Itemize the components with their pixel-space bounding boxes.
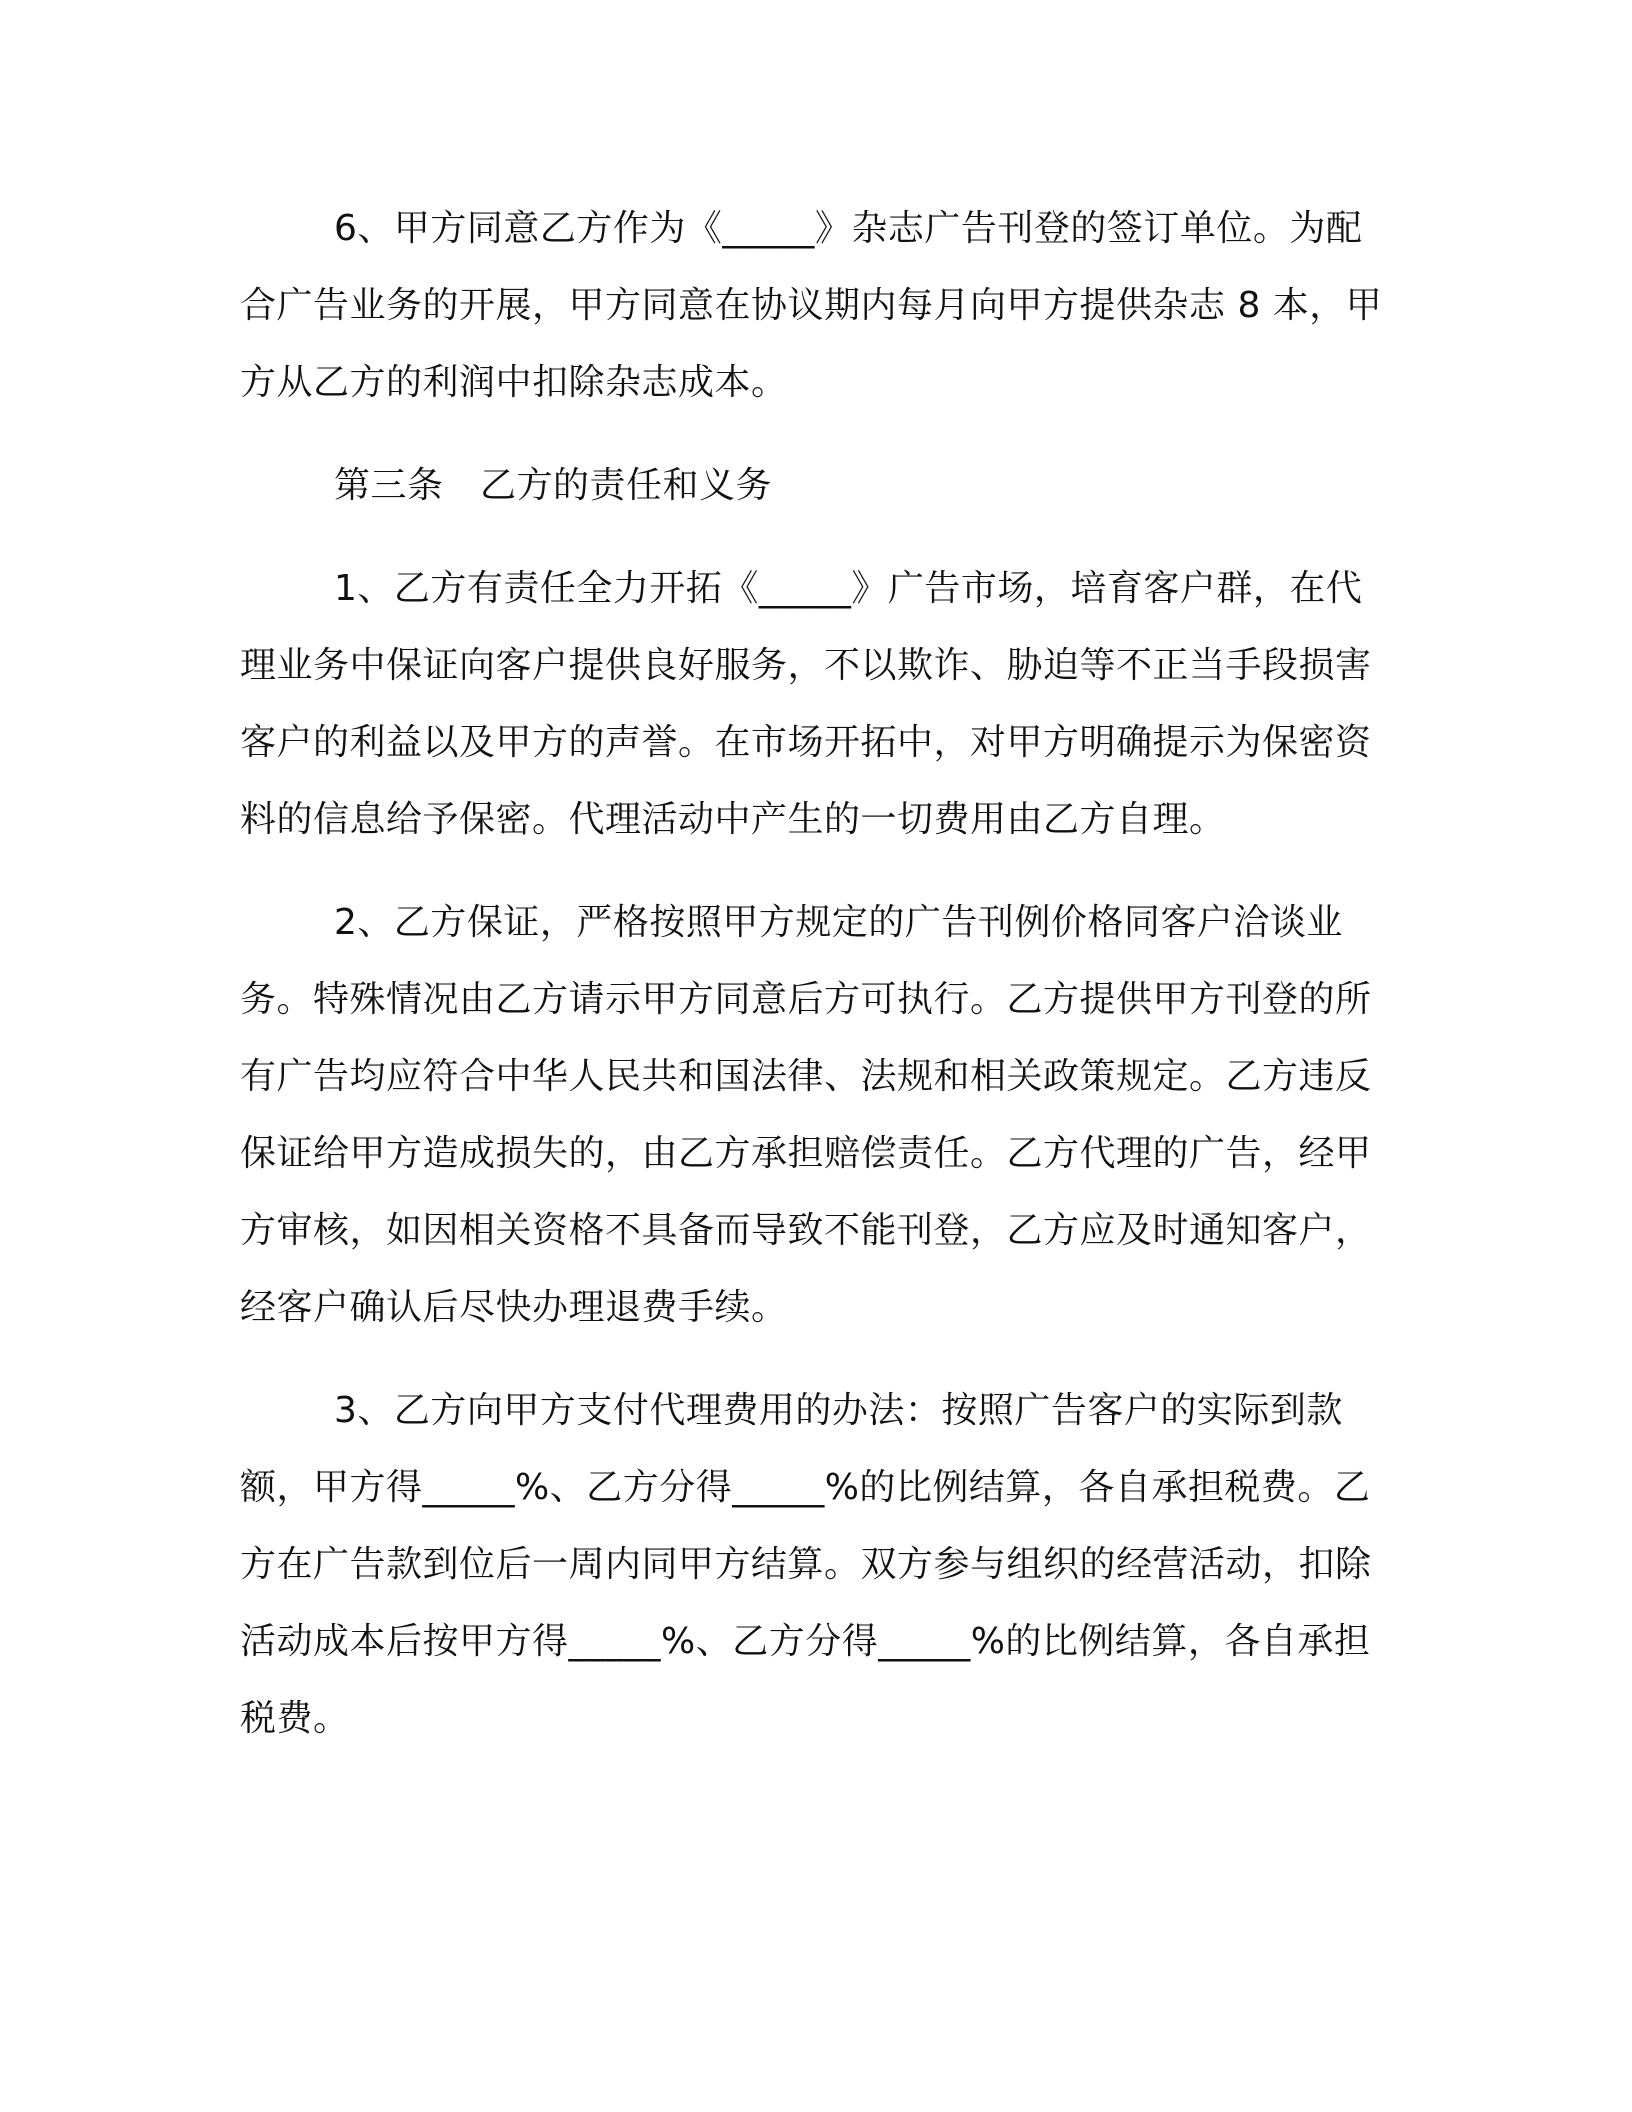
document-body — [240, 190, 1390, 1783]
article-3-heading: 第三条 乙方的责任和义务 — [334, 465, 773, 506]
clause-2-paragraph: 2、乙方保证，严格按照甲方规定的广告刊例价格同客户洽谈业务。特殊情况由乙方请示甲方同意后方可执行。乙方提供甲方刊登的所有广告均应符合中华人民共和国法律、法规和相关政策规定。乙方违反保证给甲方造成损失的，由乙方承担赔偿责任。乙方代理的广告，经甲方审核，如因相关资格不具备而导致不能刊登，乙方应及时通知客户，经客户确认后尽快办理退费手续。 — [240, 902, 1372, 1328]
clause-1-paragraph: 1、乙方有责任全力开拓《_____》广告市场，培育客户群，在代理业务中保证向客户提供良好服务，不以欺诈、胁迫等不正当手段损害客户的利益以及甲方的声誉。在市场开拓中，对甲方明确提示为保密资料的信息给予保密。代理活动中产生的一切费用由乙方自理。 — [240, 568, 1372, 840]
clause-6-paragraph: 6、甲方同意乙方作为《_____》杂志广告刊登的签订单位。为配合广告业务的开展，甲方同意在协议期内每月向甲方提供杂志 8 本，甲方从乙方的利润中扣除杂志成本。 — [240, 208, 1383, 403]
clause-3-paragraph: 3、乙方向甲方支付代理费用的办法：按照广告客户的实际到款额，甲方得_____%、乙方分得_____%的比例结算，各自承担税费。乙方在广告款到位后一周内同甲方结算。双方参与组织的经营活动，扣除活动成本后按甲方得_____%、乙方分得_____%的比例结算，各自承担税费。 — [240, 1390, 1372, 1739]
